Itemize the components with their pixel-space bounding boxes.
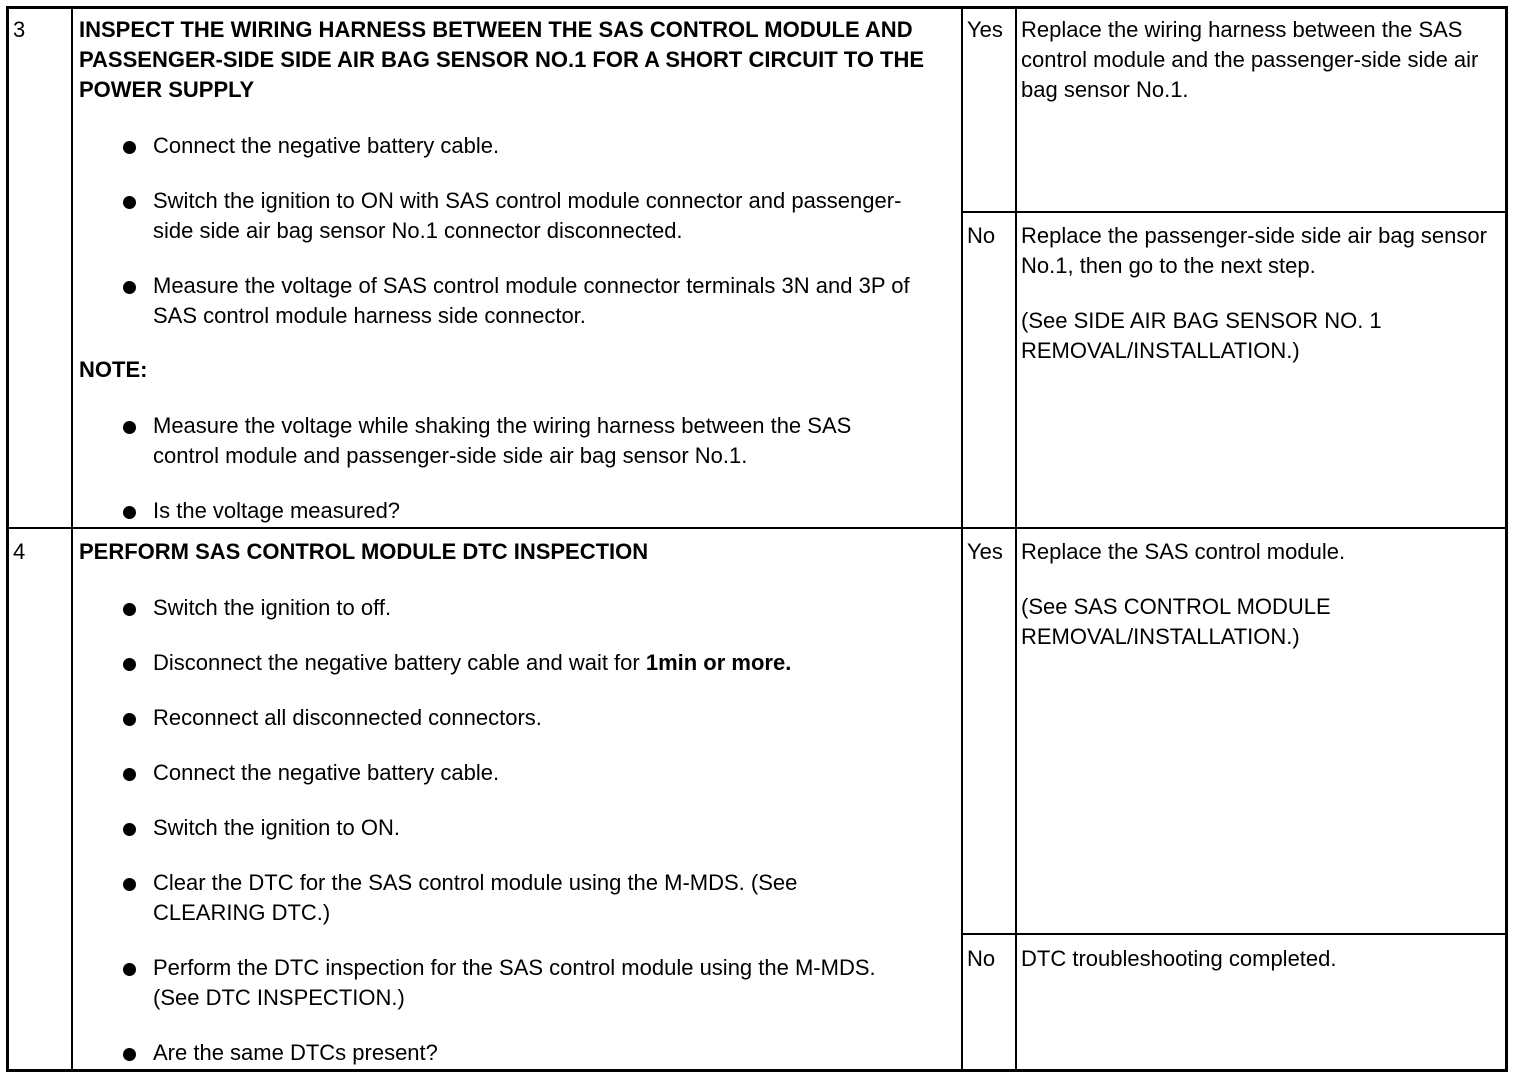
yes-action: Replace the wiring harness between the SAS control module and the passenger-side side air bag sensor No.1. — [1021, 17, 1479, 102]
instruction-item: Clear the DTC for the SAS control module using the M-MDS. (See CLEARING DTC.) — [153, 870, 798, 925]
note-item: Measure the voltage while shaking the wiring harness between the SAS control module and passenger-side side air bag sensor No.1. — [153, 413, 852, 468]
bullet-dot — [123, 603, 136, 616]
bullet-dot — [123, 506, 136, 519]
instruction-item: Switch the ignition to off. — [153, 595, 392, 620]
bullet-dot — [123, 768, 136, 781]
step-number: 3 — [13, 17, 26, 42]
instruction-text: Disconnect the negative battery cable and wait for — [153, 650, 646, 675]
yes-label: Yes — [967, 539, 1003, 564]
note-label: NOTE: — [79, 357, 148, 382]
bullet-dot — [123, 658, 136, 671]
bullet-dot — [123, 1048, 136, 1061]
step-number: 4 — [13, 539, 26, 564]
column-divider-result — [1015, 9, 1017, 1069]
yes-reference: (See SAS CONTROL MODULE REMOVAL/INSTALLATION.) — [1021, 594, 1331, 649]
step-title: PERFORM SAS CONTROL MODULE DTC INSPECTION — [79, 539, 649, 564]
instruction-item: Switch the ignition to ON with SAS control module connector and passenger-side side air bag sensor No.1 connector disconnected. — [153, 188, 902, 243]
instruction-item: Reconnect all disconnected connectors. — [153, 705, 542, 730]
instruction-item: Switch the ignition to ON. — [153, 815, 401, 840]
yes-no-divider-row3 — [961, 211, 1505, 213]
bullet-dot — [123, 713, 136, 726]
no-action: Replace the passenger-side side air bag sensor No.1, then go to the next step. — [1021, 223, 1487, 278]
bullet-dot — [123, 878, 136, 891]
bullet-dot — [123, 196, 136, 209]
bullet-dot — [123, 823, 136, 836]
no-label: No — [967, 223, 996, 248]
instruction-item: Connect the negative battery cable. — [153, 133, 500, 158]
bullet-dot — [123, 281, 136, 294]
instruction-item: Are the same DTCs present? — [153, 1040, 438, 1065]
column-divider-action — [961, 9, 963, 1069]
column-divider-step — [71, 9, 73, 1069]
yes-label: Yes — [967, 17, 1003, 42]
troubleshooting-table — [6, 6, 1508, 1072]
yes-action: Replace the SAS control module. — [1021, 539, 1346, 564]
instruction-item: Connect the negative battery cable. — [153, 760, 500, 785]
no-label: No — [967, 946, 996, 971]
bullet-dot — [123, 421, 136, 434]
step-title: INSPECT THE WIRING HARNESS BETWEEN THE SAS CONTROL MODULE AND PASSENGER-SIDE SIDE AIR BAG SENSOR NO.1 FOR A SHORT CIRCUIT TO THE POWER SUPPLY — [79, 17, 925, 102]
bullet-dot — [123, 141, 136, 154]
yes-no-divider-row4 — [961, 933, 1505, 935]
instruction-item: Is the voltage measured? — [153, 498, 401, 523]
no-action: DTC troubleshooting completed. — [1021, 946, 1337, 971]
wait-duration: 1min or more. — [645, 650, 792, 675]
bullet-dot — [123, 963, 136, 976]
row-divider — [9, 527, 1505, 529]
no-reference: (See SIDE AIR BAG SENSOR NO. 1 REMOVAL/INSTALLATION.) — [1021, 308, 1382, 363]
instruction-item: Perform the DTC inspection for the SAS control module using the M-MDS. (See DTC INSPECTION.) — [153, 955, 876, 1010]
instruction-item — [153, 648, 933, 678]
instruction-item: Measure the voltage of SAS control module connector terminals 3N and 3P of SAS control module harness side connector. — [153, 273, 910, 328]
